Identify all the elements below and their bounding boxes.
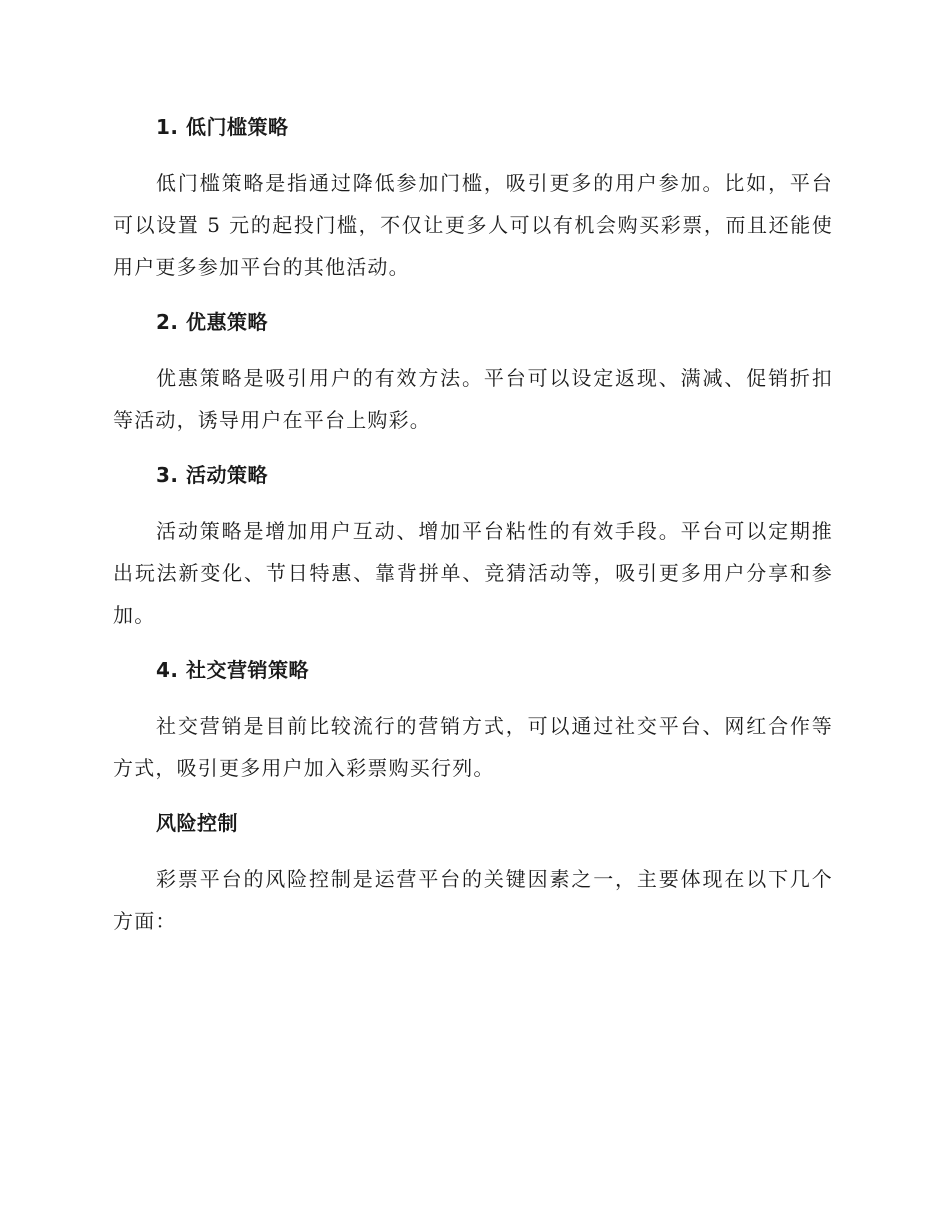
section-heading-social-marketing: 4. 社交营销策略 xyxy=(156,658,309,682)
section-paragraph-activity: 活动策略是增加用户互动、增加平台粘性的有效手段。平台可以定期推出玩法新变化、节日特惠、靠背拼单、竞猜活动等，吸引更多用户分享和参加。 xyxy=(113,519,833,627)
section-heading-low-threshold: 1. 低门槛策略 xyxy=(156,115,289,139)
section-heading-activity: 3. 活动策略 xyxy=(156,463,268,487)
section-heading-risk-control: 风险控制 xyxy=(156,811,238,835)
section-paragraph-discount: 优惠策略是吸引用户的有效方法。平台可以设定返现、满减、促销折扣等活动，诱导用户在平台上购彩。 xyxy=(113,366,833,432)
section-paragraph-low-threshold: 低门槛策略是指通过降低参加门槛，吸引更多的用户参加。比如，平台可以设置 5 元的起投门槛，不仅让更多人可以有机会购买彩票，而且还能使用户更多参加平台的其他活动。 xyxy=(113,171,833,279)
section-paragraph-social-marketing: 社交营销是目前比较流行的营销方式，可以通过社交平台、网红合作等方式，吸引更多用户加入彩票购买行列。 xyxy=(113,714,833,780)
section-heading-discount: 2. 优惠策略 xyxy=(156,310,268,334)
section-paragraph-risk-control: 彩票平台的风险控制是运营平台的关键因素之一，主要体现在以下几个方面： xyxy=(113,867,833,933)
document-body xyxy=(113,108,833,957)
